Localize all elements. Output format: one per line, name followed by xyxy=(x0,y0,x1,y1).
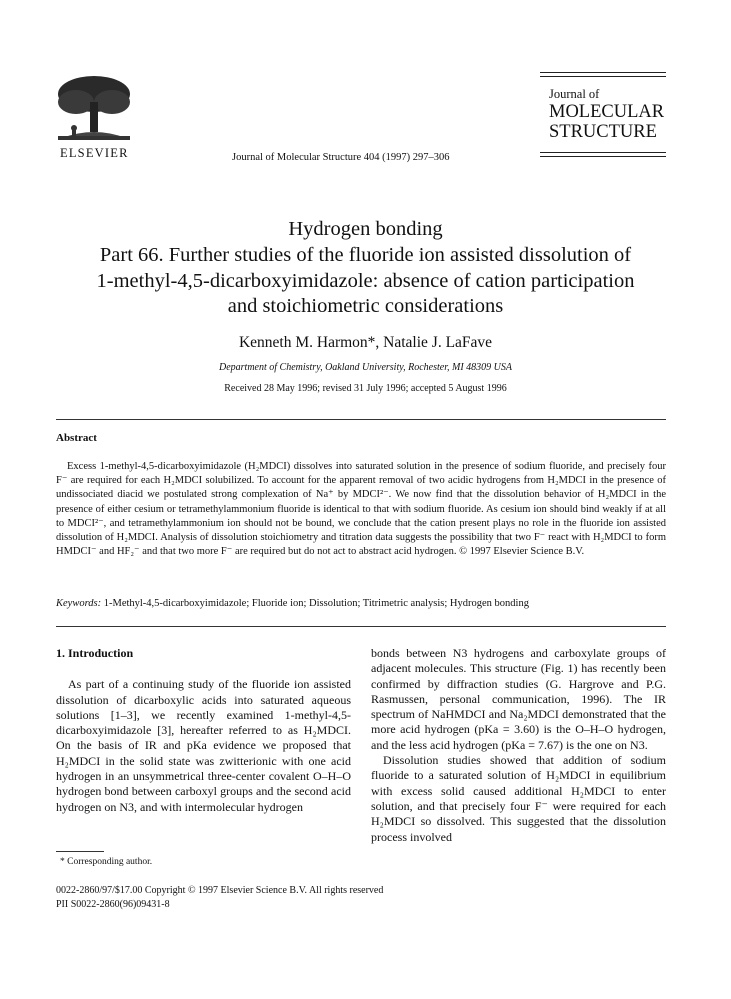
publisher-name: ELSEVIER xyxy=(60,146,129,160)
right-column xyxy=(371,646,666,845)
abstract-text: Excess 1-methyl-4,5-dicarboxyimidazole (H₂MDCI) dissolves into saturated solution in the presence of sodium fluoride, and precisely four F⁻ are required for each H₂MDCI solubilized. To account for the apparent removal of two acidic hydrogens from H₂MDCI in the presence of undissociated diacid we postulated strong complexation of Na⁺ by MDCI²⁻. We now find that the dissolution behavior of H₂MDCI in the presence of either cesium or tetramethylammonium fluoride is identical to that with sodium fluoride. As cesium ion should bind weakly if at all to MDCI²⁻, and tetramethylammonium ion should not be bound, we conclude that the cation present plays no role in the fluoride ion assisted dissolution of H₂MDCI. Analysis of dissolution stoichiometry and titration data suggests the possibility that two F⁻ react with H₂MDCI to form HMDCI⁻ and HF₂⁻ and that two more F⁻ are required but do not act to abstract acid hydrogen. © 1997 Elsevier Science B.V. xyxy=(56,461,666,558)
authors: Kenneth M. Harmon*, Natalie J. LaFave xyxy=(238,334,493,351)
journal-rule xyxy=(540,152,666,153)
elsevier-tree-logo xyxy=(52,72,136,144)
received-dates: Received 28 May 1996; revised 31 July 1996; accepted 5 August 1996 xyxy=(224,383,507,394)
abstract-heading: Abstract xyxy=(56,432,97,444)
body-paragraph: bonds between N3 hydrogens and carboxylate groups of adjacent molecules. This structure (Fig. 1) has recently been confirmed by diffraction studies (G. Hargrove and P.G. Rasmussen, personal communication, 1996). The IR spectrum of NaHMDCI and Na₂MDCI demonstrated that the more acid hydrogen (pKa = 3.60) is the O–H–O hydrogen, and the less acid hydrogen (pKa = 7.67) is the one on N3. xyxy=(371,646,666,752)
keywords xyxy=(56,598,666,609)
journal-name xyxy=(549,102,664,142)
divider xyxy=(56,626,666,627)
journal-rule xyxy=(540,156,666,157)
subtitle-line: and stoichiometric considerations xyxy=(227,295,504,317)
footnote: * Corresponding author. xyxy=(60,857,153,867)
journal-name-line1: MOLECULAR xyxy=(549,102,665,122)
footnote-rule xyxy=(56,851,104,852)
subtitle-line: 1-methyl-4,5-dicarboxyimidazole: absence of cation participation xyxy=(96,269,635,292)
keywords-list: 1-Methyl-4,5-dicarboxyimidazole; Fluoride ion; Dissolution; Titrimetric analysis; Hydrogen bonding xyxy=(101,598,529,609)
affiliation: Department of Chemistry, Oakland University, Rochester, MI 48309 USA xyxy=(218,362,512,373)
article-subtitle xyxy=(0,243,731,320)
section-heading: 1. Introduction xyxy=(56,646,134,660)
journal-of-label: Journal of xyxy=(549,87,600,101)
body-paragraph: As part of a continuing study of the fluoride ion assisted dissolution of dicarboxylic acids into saturated aqueous solutions [1–3], we recently examined 1-methyl-4,5-dicarboxyimidazole [3], hereafter referred to as H₂MDCI. On the basis of IR and pKa evidence we proposed that H₂MDCI in the solid state was zwitterionic with one acid hydrogen in an unsymmetrical three-center covalent O–H–O hydrogen bond between carboxyl groups and the second acid hydrogen on N3, and with intermolecular hydrogen xyxy=(56,677,351,814)
keywords-label: Keywords: xyxy=(56,598,102,609)
body-paragraph: Dissolution studies showed that addition of sodium fluoride to a saturated solution of H₂MDCI in equilibrium with excess solid caused additional H₂MDCI to enter solution, and that precisely four F⁻ were required for each H₂MDCI so dissolved. This suggested that the dissolution process involved xyxy=(371,753,666,844)
journal-citation: Journal of Molecular Structure 404 (1997) 297–306 xyxy=(232,152,450,163)
journal-name-line2: STRUCTURE xyxy=(549,122,657,142)
divider xyxy=(56,419,666,420)
article-title-main: Hydrogen bonding xyxy=(288,218,443,240)
pii-line: PII S0022-2860(96)09431-8 xyxy=(56,899,170,910)
left-column xyxy=(56,646,351,815)
journal-rule xyxy=(540,72,666,73)
copyright-line: 0022-2860/97/$17.00 Copyright © 1997 Elsevier Science B.V. All rights reserved xyxy=(56,885,384,896)
journal-rule xyxy=(540,76,666,77)
subtitle-line: Part 66. Further studies of the fluoride ion assisted dissolution of xyxy=(99,244,632,266)
